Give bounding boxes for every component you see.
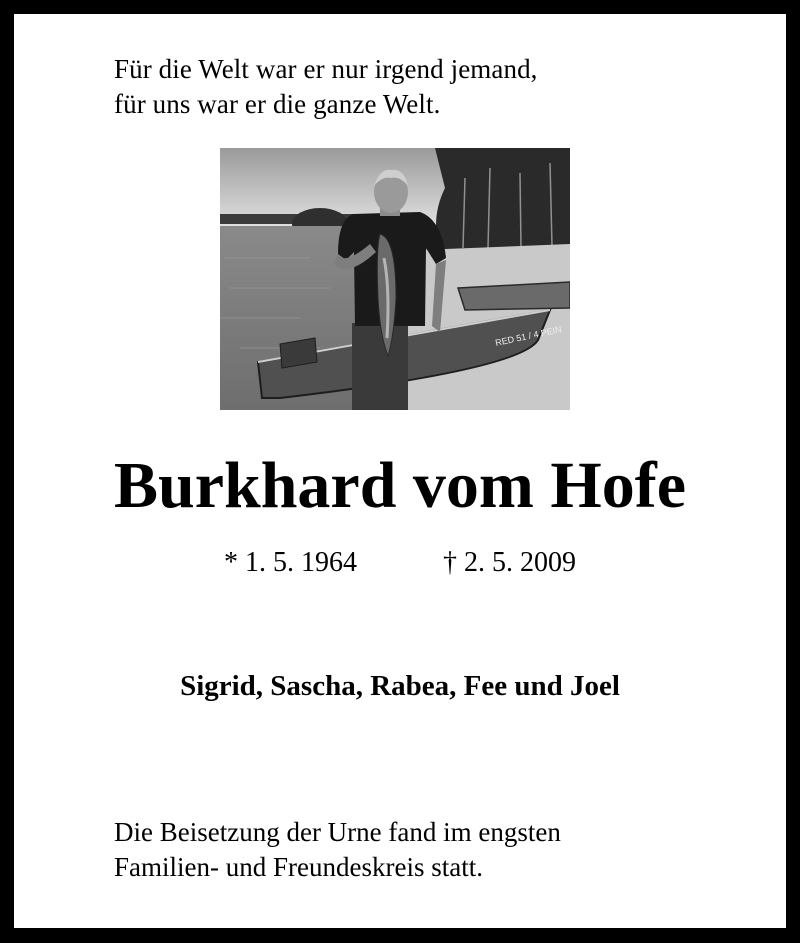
- mourners: Sigrid, Sascha, Rabea, Fee und Joel: [180, 670, 620, 702]
- photo-illustration: [220, 148, 570, 410]
- notice-line-2: Familien- und Freundeskreis statt.: [114, 852, 483, 882]
- person-legs: [352, 323, 408, 410]
- life-dates: [14, 543, 786, 583]
- death-symbol: †: [443, 547, 464, 578]
- birth-symbol: *: [224, 547, 245, 578]
- motto-line-2: für uns war er die ganze Welt.: [114, 89, 441, 119]
- deceased-name: Burkhard vom Hofe: [113, 449, 687, 522]
- notice-line-1: Die Beisetzung der Urne fand im engsten: [114, 817, 561, 847]
- funeral-notice: [114, 815, 561, 885]
- boat-label: RED 51 / 4 PEIN: [494, 324, 563, 348]
- motto-line-1: Für die Welt war er nur irgend jemand,: [114, 54, 538, 84]
- motto: [114, 52, 538, 122]
- death-date: 2. 5. 2009: [464, 547, 576, 578]
- portrait-photo: [220, 148, 570, 410]
- birth-date: 1. 5. 1964: [245, 547, 357, 578]
